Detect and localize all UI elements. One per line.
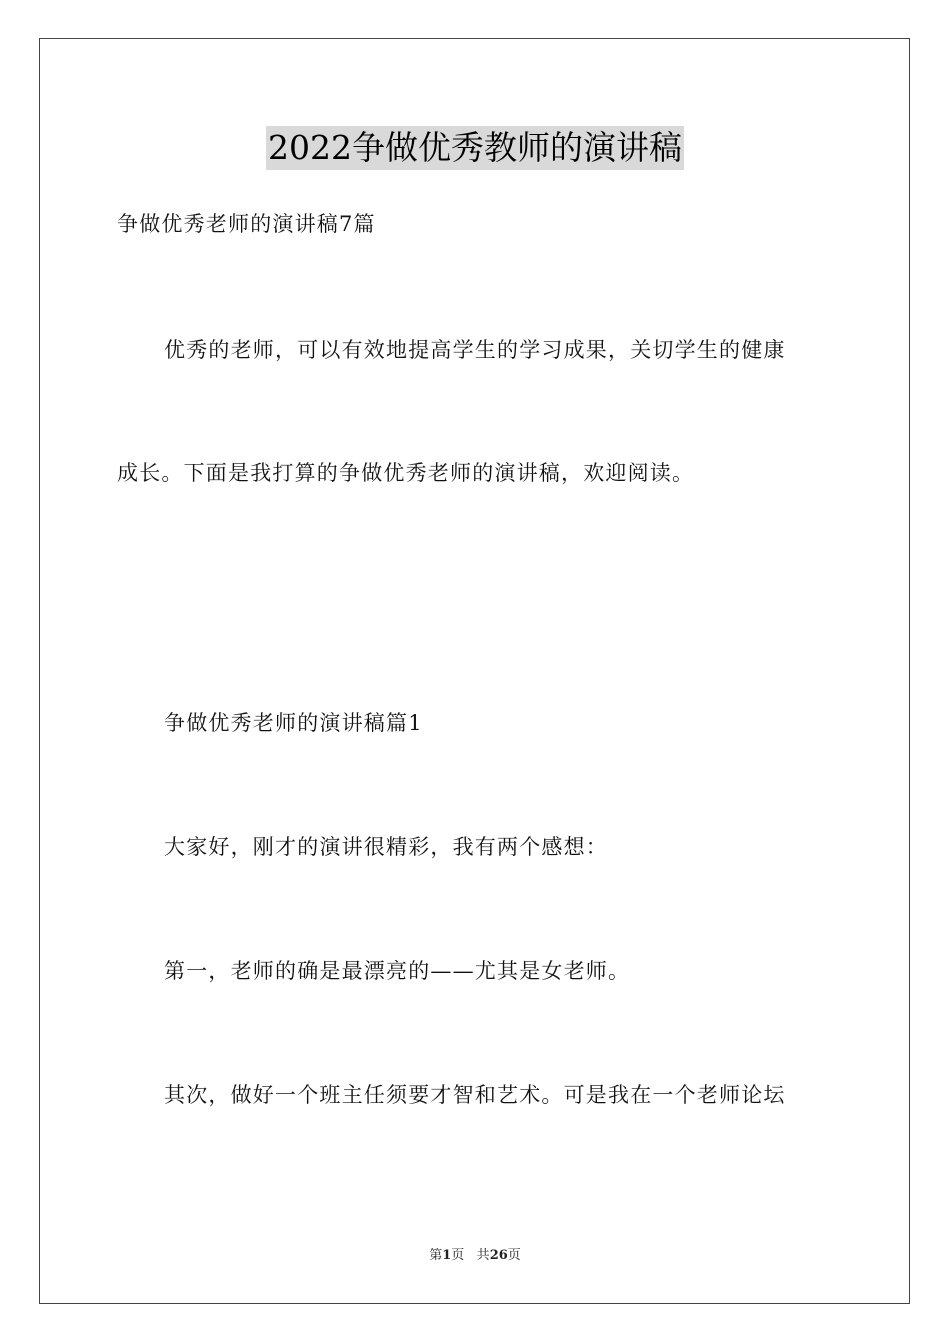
document-subtitle: 争做优秀老师的演讲稿7篇 <box>117 212 376 236</box>
footer-page-number: 1 <box>442 1248 452 1263</box>
section-heading: 争做优秀老师的演讲稿篇1 <box>164 711 423 735</box>
footer-page-prefix: 第 <box>429 1248 443 1263</box>
footer-total-suffix: 页 <box>507 1248 521 1263</box>
paragraph-line-4: 第一，老师的确是最漂亮的——尤其是女老师。 <box>164 959 631 983</box>
paragraph-line-1: 优秀的老师，可以有效地提高学生的学习成果，关切学生的健康 <box>164 338 786 362</box>
paragraph-line-2: 成长。下面是我打算的争做优秀老师的演讲稿，欢迎阅读。 <box>117 461 695 485</box>
footer-total-pages: 26 <box>489 1248 508 1263</box>
paragraph-line-3: 大家好，刚才的演讲很精彩，我有两个感想： <box>164 835 608 859</box>
title-container <box>0 126 950 170</box>
page-footer <box>0 1247 950 1265</box>
footer-total-prefix: 共 <box>476 1248 490 1263</box>
paragraph-line-5: 其次，做好一个班主任须要才智和艺术。可是我在一个老师论坛 <box>164 1083 786 1107</box>
footer-page-suffix: 页 <box>451 1248 465 1263</box>
document-title: 2022争做优秀教师的演讲稿 <box>266 126 684 170</box>
